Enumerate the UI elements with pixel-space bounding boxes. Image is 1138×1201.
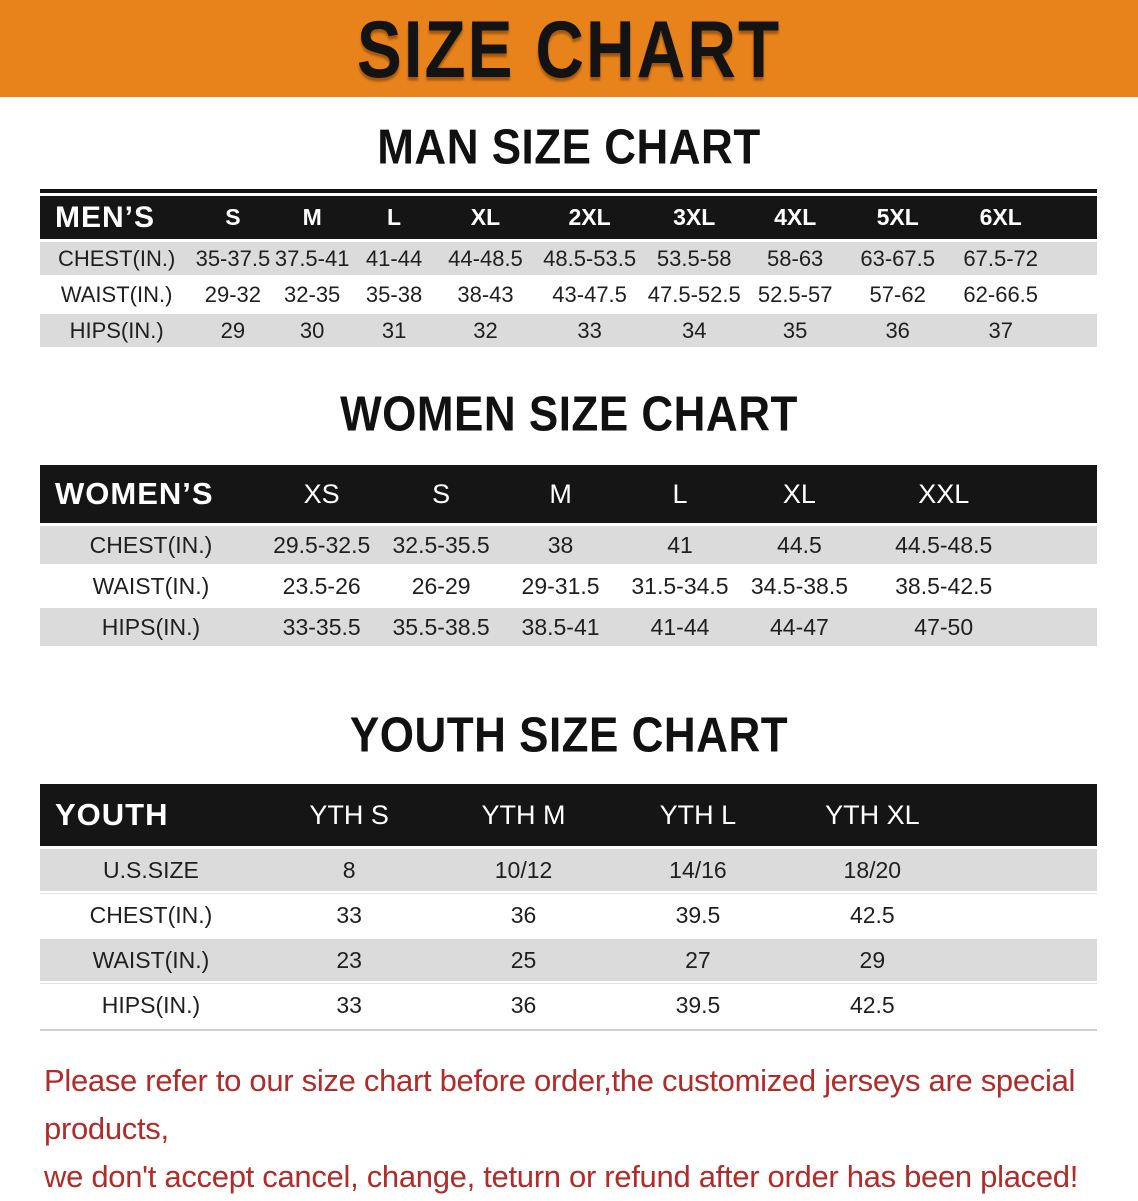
cell: 43-47.5 [535,278,645,311]
disclaimer-note [0,1057,1138,1201]
womens-header-row [40,465,1097,523]
table-row [40,278,1097,311]
women-section-heading: WOMEN SIZE CHART [340,387,798,442]
table-row [40,939,1097,981]
mens-col-l: L [352,196,437,239]
mens-col-2xl: 2XL [535,196,645,239]
row-label: WAIST(IN.) [40,278,193,311]
cell: 33 [262,894,436,936]
youth-size-table [40,781,1097,1031]
filler-cell [1053,278,1097,311]
cell: 26-29 [381,567,500,605]
table-row [40,894,1097,936]
womens-col-m: M [501,465,620,523]
cell: 38-43 [436,278,534,311]
cell: 44.5-48.5 [859,526,1028,564]
cell: 29-31.5 [501,567,620,605]
cell: 33 [535,314,645,347]
table-row [40,314,1097,347]
row-label: CHEST(IN.) [40,242,193,275]
womens-col-xxl: XXL [859,465,1028,523]
youth-col-l: YTH L [611,784,785,846]
cell: 38.5-41 [501,608,620,646]
row-label: CHEST(IN.) [40,894,262,936]
cell: 47-50 [859,608,1028,646]
cell: 63-67.5 [846,242,949,275]
cell: 8 [262,849,436,891]
filler-cell [960,939,1097,981]
filler-cell [1028,465,1097,523]
womens-col-xs: XS [262,465,381,523]
row-label: WAIST(IN.) [40,567,262,605]
table-row [40,242,1097,275]
row-label: U.S.SIZE [40,849,262,891]
banner-title: SIZE CHART [356,3,782,94]
man-section-heading: MAN SIZE CHART [377,120,761,175]
filler-cell [1028,526,1097,564]
size-chart-banner [0,0,1138,97]
cell: 41-44 [620,608,739,646]
row-label: HIPS(IN.) [40,314,193,347]
cell: 36 [436,894,610,936]
cell: 36 [846,314,949,347]
cell: 37 [949,314,1053,347]
cell: 35 [744,314,847,347]
table-row [40,608,1097,646]
youth-col-m: YTH M [436,784,610,846]
mens-header-row [40,196,1097,239]
youth-header-row [40,784,1097,846]
row-label: CHEST(IN.) [40,526,262,564]
cell: 29-32 [193,278,272,311]
filler-cell [960,894,1097,936]
cell: 32.5-35.5 [381,526,500,564]
table-row [40,567,1097,605]
youth-col-s: YTH S [262,784,436,846]
disclaimer-line-1: Please refer to our size chart before order,the customized jerseys are special products, [44,1063,1076,1147]
row-label: HIPS(IN.) [40,984,262,1026]
mens-col-4xl: 4XL [744,196,847,239]
youth-section-heading: YOUTH SIZE CHART [349,708,789,763]
mens-col-6xl: 6XL [949,196,1053,239]
cell: 44-47 [740,608,859,646]
mens-size-table [40,189,1097,350]
cell: 25 [436,939,610,981]
youth-group-label: YOUTH [40,784,262,846]
filler-cell [1053,242,1097,275]
cell: 33-35.5 [262,608,381,646]
cell: 35.5-38.5 [381,608,500,646]
table-row [40,849,1097,891]
cell: 32 [436,314,534,347]
cell: 53.5-58 [645,242,744,275]
table-row [40,984,1097,1026]
cell: 52.5-57 [744,278,847,311]
cell: 48.5-53.5 [535,242,645,275]
mens-col-m: M [273,196,352,239]
cell: 38 [501,526,620,564]
filler-cell [1028,608,1097,646]
cell: 30 [273,314,352,347]
cell: 39.5 [611,984,785,1026]
cell: 47.5-52.5 [645,278,744,311]
cell: 35-37.5 [193,242,272,275]
filler-cell [960,984,1097,1026]
cell: 31.5-34.5 [620,567,739,605]
cell: 41-44 [352,242,437,275]
youth-col-xl: YTH XL [785,784,959,846]
filler-cell [960,849,1097,891]
mens-col-xl: XL [436,196,534,239]
cell: 42.5 [785,984,959,1026]
filler-cell [1053,196,1097,239]
cell: 23 [262,939,436,981]
womens-group-label: WOMEN’S [40,465,262,523]
cell: 44.5 [740,526,859,564]
cell: 29.5-32.5 [262,526,381,564]
cell: 62-66.5 [949,278,1053,311]
cell: 67.5-72 [949,242,1053,275]
cell: 34 [645,314,744,347]
cell: 39.5 [611,894,785,936]
cell: 10/12 [436,849,610,891]
filler-cell [1053,314,1097,347]
mens-col-3xl: 3XL [645,196,744,239]
cell: 57-62 [846,278,949,311]
cell: 44-48.5 [436,242,534,275]
row-label: WAIST(IN.) [40,939,262,981]
cell: 23.5-26 [262,567,381,605]
mens-col-s: S [193,196,272,239]
cell: 35-38 [352,278,437,311]
cell: 34.5-38.5 [740,567,859,605]
cell: 29 [193,314,272,347]
cell: 32-35 [273,278,352,311]
cell: 58-63 [744,242,847,275]
cell: 18/20 [785,849,959,891]
cell: 29 [785,939,959,981]
row-label: HIPS(IN.) [40,608,262,646]
cell: 27 [611,939,785,981]
womens-col-s: S [381,465,500,523]
cell: 14/16 [611,849,785,891]
filler-cell [1028,567,1097,605]
mens-col-5xl: 5XL [846,196,949,239]
womens-size-table [40,462,1097,649]
mens-group-label: MEN’S [40,196,193,239]
cell: 31 [352,314,437,347]
cell: 41 [620,526,739,564]
cell: 36 [436,984,610,1026]
womens-col-l: L [620,465,739,523]
table-row [40,526,1097,564]
cell: 42.5 [785,894,959,936]
disclaimer-line-2: we don't accept cancel, change, teturn or refund after order has been placed! [44,1159,1079,1195]
cell: 38.5-42.5 [859,567,1028,605]
cell: 33 [262,984,436,1026]
filler-cell [960,784,1097,846]
womens-col-xl: XL [740,465,859,523]
cell: 37.5-41 [273,242,352,275]
